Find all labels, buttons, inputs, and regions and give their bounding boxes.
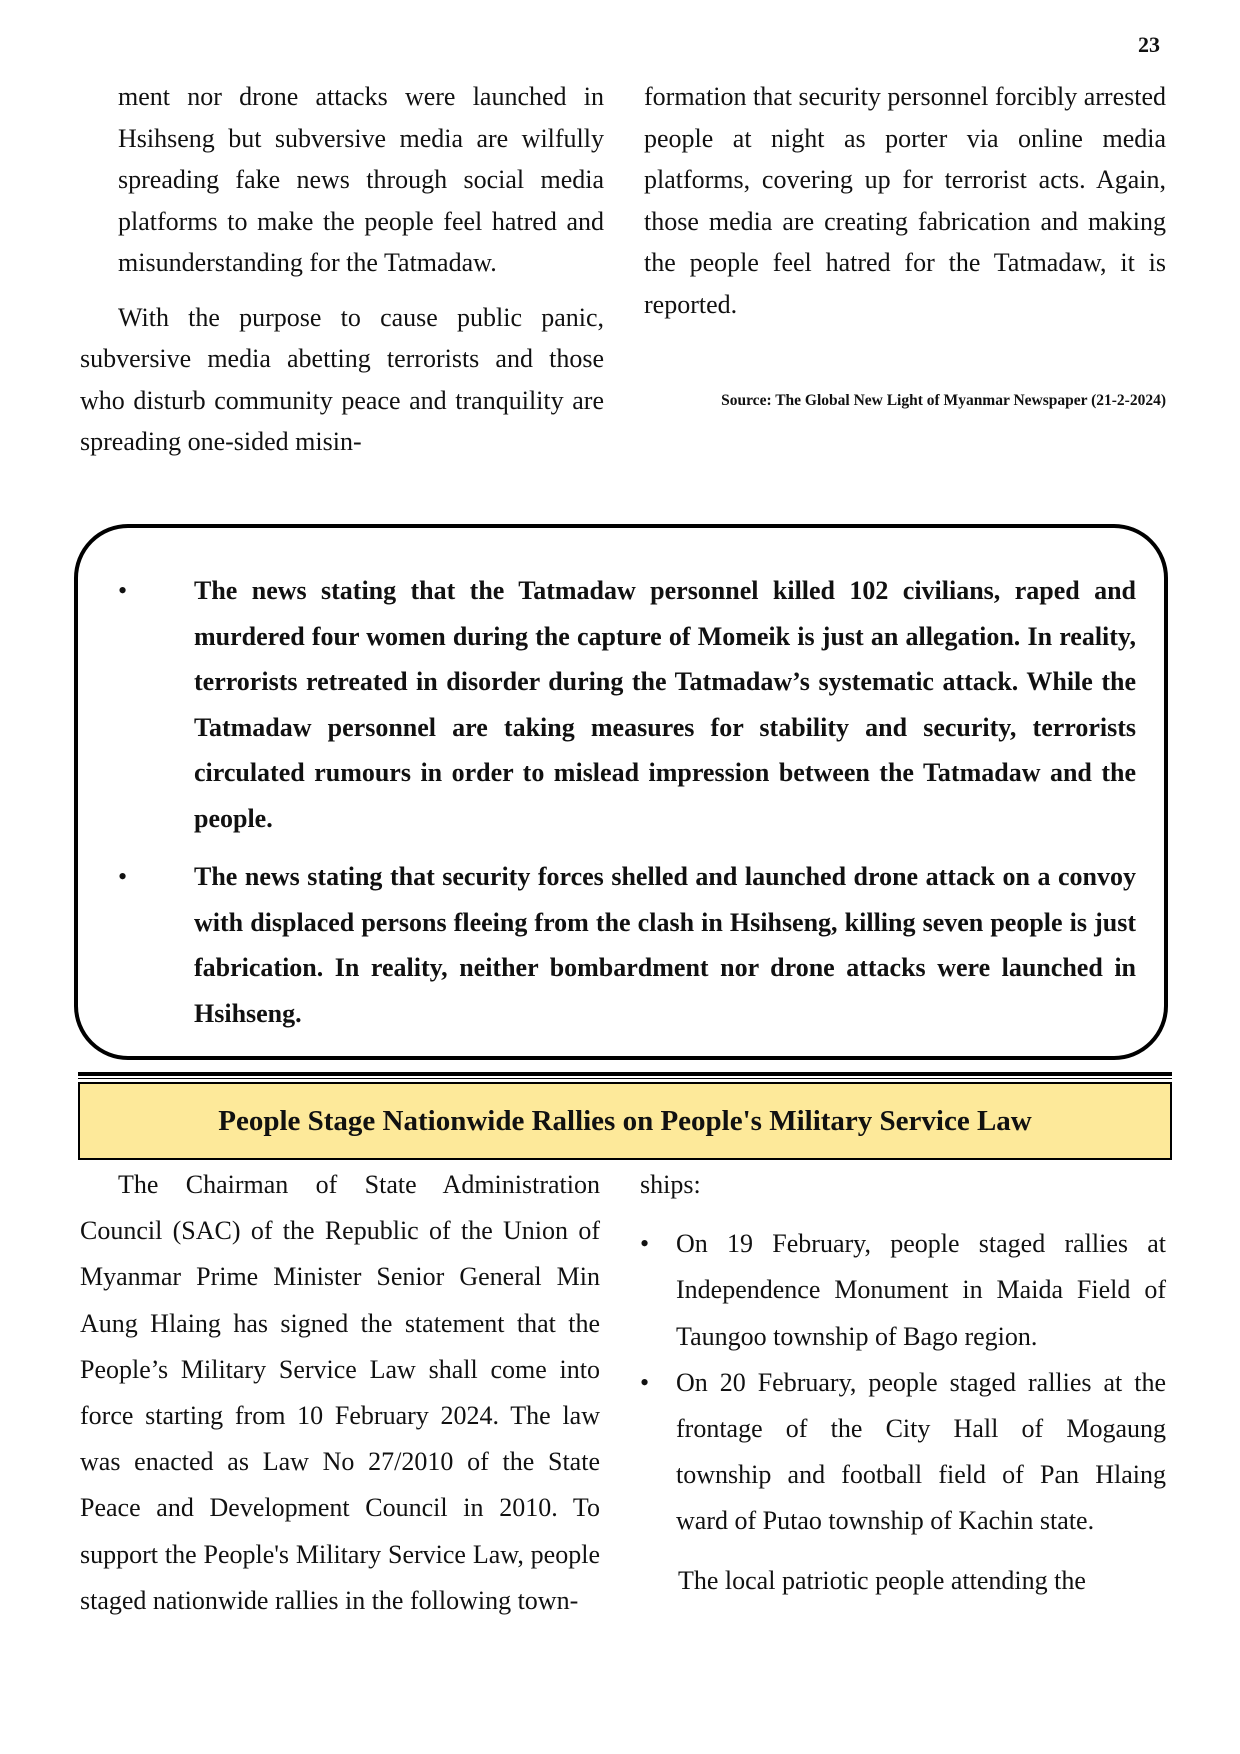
bullet-icon: • (118, 862, 128, 891)
divider (78, 1072, 1172, 1076)
list-item-text: On 20 February, people staged rallies at the frontage of the City Hall of Mogaung township and football field of Pan Hlaing ward of Putao township of Kachin state. (676, 1367, 1166, 1536)
bullet-icon: • (118, 576, 128, 605)
callout-item-text: The news stating that security forces shelled and launched drone attack on a convoy with displaced persons fleeing from the clash in Hsihseng, killing seven people is just fabrication. In reality, neither bombardment nor drone attacks were launched in Hsihseng. (194, 862, 1136, 1028)
list-item (640, 1221, 1166, 1360)
list-item-text: On 19 February, people staged rallies at Independence Monument in Maida Field of Taungoo township of Bago region. (676, 1229, 1166, 1351)
bottom-right-column (640, 1162, 1166, 1604)
top-right-column (644, 76, 1166, 325)
page-number: 23 (1138, 32, 1160, 57)
bottom-left-column (80, 1162, 600, 1624)
callout-list (106, 568, 1136, 1036)
paragraph: ships: (640, 1170, 701, 1199)
bullet-icon: • (640, 1367, 650, 1397)
paragraph: With the purpose to cause public panic, subversive media abetting terrorists and those who disturb community peace and tranquility are spreading one-sided misin- (80, 302, 604, 456)
section-title-banner (78, 1082, 1172, 1160)
paragraph: The Chairman of State Administration Council (SAC) of the Republic of the Union of Myanmar Prime Minister Senior General Min Aung Hlaing has signed the statement that the People’s Military Service Law shall come into force starting from 10 February 2024. The law was enacted as Law No 27/2010 of the State Peace and Development Council in 2010. To support the People's Military Service Law, people staged nationwide rallies in the following town- (80, 1170, 600, 1615)
paragraph: ment nor drone attacks were launched in Hsihseng but subversive media are wilfully spreading fake news through social media platforms to make the people feel hatred and misunderstanding for the Tatmadaw. (118, 82, 604, 277)
fact-check-callout-box (74, 524, 1168, 1060)
paragraph: formation that security personnel forcibly arrested people at night as porter via online media platforms, covering up for terrorist acts. Again, those media are creating fabrication and making the people feel hatred for the Tatmadaw, it is reported. (644, 82, 1166, 319)
bullet-icon: • (640, 1229, 650, 1259)
top-left-column (80, 76, 604, 463)
list-item (640, 1360, 1166, 1545)
callout-item-text: The news stating that the Tatmadaw personnel killed 102 civilians, raped and murdered four women during the capture of Momeik is just an allegation. In reality, terrorists retreated in disorder during the Tatmadaw’s systematic attack. While the Tatmadaw personnel are taking measures for stability and security, terrorists circulated rumours in order to mislead impression between the Tatmadaw and the people. (194, 576, 1136, 833)
paragraph: The local patriotic people attending the (678, 1565, 1086, 1595)
section-title: People Stage Nationwide Rallies on People's Military Service Law (218, 1104, 1032, 1137)
callout-item (78, 854, 1136, 1036)
source-citation: Source: The Global New Light of Myanmar Newspaper (21-2-2024) (721, 392, 1166, 409)
divider (78, 1078, 1172, 1079)
callout-item (78, 568, 1136, 841)
rally-list (640, 1221, 1166, 1544)
